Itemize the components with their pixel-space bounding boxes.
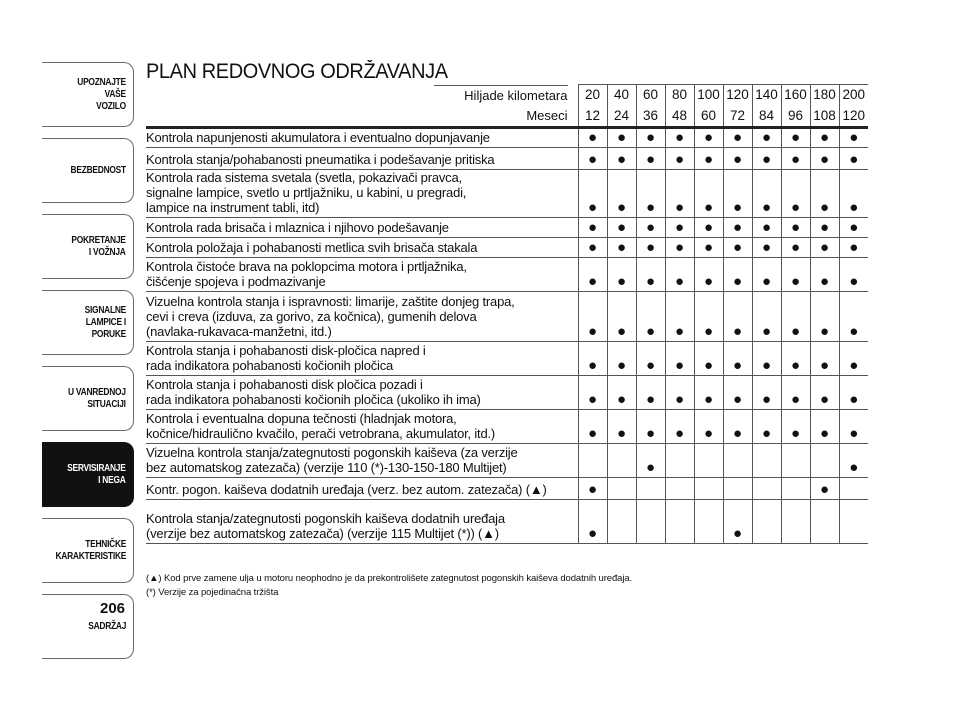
maintenance-plan-table <box>146 84 868 544</box>
interval-mark <box>636 499 665 543</box>
page-title: PLAN REDOVNOG ODRŽAVANJA <box>146 60 448 83</box>
interval-mark: ● <box>839 375 868 409</box>
interval-mark <box>781 499 810 543</box>
table-row <box>146 257 868 291</box>
interval-mark: ● <box>607 341 636 375</box>
interval-mark: ● <box>578 341 607 375</box>
interval-mark: ● <box>723 147 752 169</box>
interval-mark: ● <box>694 341 723 375</box>
km-header-row <box>146 85 868 106</box>
table-row <box>146 477 868 499</box>
interval-mark: ● <box>781 257 810 291</box>
table-row <box>146 499 868 543</box>
interval-mark: ● <box>636 291 665 341</box>
km-label <box>146 85 578 106</box>
table-row <box>146 291 868 341</box>
interval-mark: ● <box>607 217 636 237</box>
table-row <box>146 341 868 375</box>
interval-mark: ● <box>810 217 839 237</box>
interval-mark <box>636 477 665 499</box>
task-description: Kontrola i eventualna dopuna tečnosti (hladnjak motora, kočnice/hidraulično kvačilo, perači vetrobrana, akumulator, itd.) <box>146 409 578 443</box>
interval-mark: ● <box>578 499 607 543</box>
interval-mark: ● <box>665 147 694 169</box>
interval-mark: ● <box>810 169 839 217</box>
chapter-tab-label: TEHNIČKE KARAKTERISTIKE <box>55 538 126 562</box>
months-value: 60 <box>694 106 723 128</box>
km-value: 200 <box>839 85 868 106</box>
interval-mark: ● <box>578 409 607 443</box>
interval-mark: ● <box>810 341 839 375</box>
task-description: Kontr. pogon. kaiševa dodatnih uređaja (verz. bez autom. zatezača) (▲) <box>146 477 578 499</box>
interval-mark: ● <box>607 375 636 409</box>
interval-mark: ● <box>665 409 694 443</box>
months-value: 84 <box>752 106 781 128</box>
km-value: 140 <box>752 85 781 106</box>
interval-mark: ● <box>781 147 810 169</box>
interval-mark: ● <box>665 127 694 147</box>
months-header-row <box>146 106 868 128</box>
interval-mark: ● <box>810 127 839 147</box>
interval-mark: ● <box>752 169 781 217</box>
interval-mark: ● <box>665 217 694 237</box>
chapter-tab[interactable] <box>42 138 134 203</box>
interval-mark <box>607 477 636 499</box>
page-number: 206 <box>100 600 126 617</box>
interval-mark: ● <box>578 217 607 237</box>
months-value: 12 <box>578 106 607 128</box>
task-description: Vizuelna kontrola stanja i ispravnosti: limarije, zaštite donjeg trapa, cevi i creva (izduva, za gorivo, za kočnica), gumenih delova (navlaka-rukavaca-manžetni, itd.) <box>146 291 578 341</box>
km-value: 120 <box>723 85 752 106</box>
interval-mark: ● <box>810 237 839 257</box>
interval-mark <box>781 443 810 477</box>
km-label-text: Hiljade kilometara <box>434 85 567 106</box>
interval-mark: ● <box>694 217 723 237</box>
interval-mark: ● <box>636 169 665 217</box>
interval-mark: ● <box>723 409 752 443</box>
interval-mark: ● <box>810 257 839 291</box>
months-value: 72 <box>723 106 752 128</box>
interval-mark <box>752 477 781 499</box>
interval-mark: ● <box>781 217 810 237</box>
km-value: 60 <box>636 85 665 106</box>
table-row <box>146 375 868 409</box>
interval-mark: ● <box>636 341 665 375</box>
months-value: 96 <box>781 106 810 128</box>
months-value: 108 <box>810 106 839 128</box>
chapter-tab[interactable] <box>42 214 134 279</box>
interval-mark: ● <box>636 409 665 443</box>
interval-mark: ● <box>723 499 752 543</box>
km-value: 20 <box>578 85 607 106</box>
interval-mark <box>665 499 694 543</box>
interval-mark: ● <box>607 409 636 443</box>
months-label <box>146 106 578 128</box>
interval-mark: ● <box>607 291 636 341</box>
interval-mark: ● <box>578 147 607 169</box>
chapter-tab-label: SERVISIRANJE I NEGA <box>67 462 126 486</box>
task-description: Kontrola rada brisača i mlaznica i njihovo podešavanje <box>146 217 578 237</box>
interval-mark: ● <box>694 291 723 341</box>
interval-mark: ● <box>636 217 665 237</box>
interval-mark: ● <box>694 237 723 257</box>
interval-mark: ● <box>607 127 636 147</box>
interval-mark <box>694 477 723 499</box>
interval-mark: ● <box>781 375 810 409</box>
km-value: 80 <box>665 85 694 106</box>
chapter-tab[interactable] <box>42 62 134 127</box>
interval-mark: ● <box>578 375 607 409</box>
interval-mark: ● <box>636 237 665 257</box>
chapter-tab-label: SADRŽAJ <box>88 620 126 632</box>
interval-mark: ● <box>839 257 868 291</box>
interval-mark: ● <box>607 237 636 257</box>
interval-mark <box>723 443 752 477</box>
interval-mark: ● <box>839 217 868 237</box>
task-description: Vizuelna kontrola stanja/zategnutosti pogonskih kaiševa (za verzije bez automatskog zatezača) (verzije 110 (*)-130-150-180 Multijet) <box>146 443 578 477</box>
interval-mark: ● <box>578 477 607 499</box>
interval-mark: ● <box>694 375 723 409</box>
interval-mark: ● <box>636 443 665 477</box>
table-row <box>146 443 868 477</box>
interval-mark: ● <box>839 291 868 341</box>
task-description: Kontrola stanja i pohabanosti disk-pločica napred i rada indikatora pohabanosti kočionih pločica <box>146 341 578 375</box>
interval-mark: ● <box>694 169 723 217</box>
interval-mark: ● <box>839 443 868 477</box>
interval-mark: ● <box>781 169 810 217</box>
months-value: 120 <box>839 106 868 128</box>
chapter-tab[interactable] <box>42 290 134 355</box>
interval-mark: ● <box>839 409 868 443</box>
interval-mark: ● <box>607 169 636 217</box>
interval-mark: ● <box>781 341 810 375</box>
chapter-tab-label: BEZBEDNOST <box>70 164 126 176</box>
months-value: 48 <box>665 106 694 128</box>
interval-mark: ● <box>752 257 781 291</box>
chapter-tab[interactable] <box>42 442 134 507</box>
table-row <box>146 237 868 257</box>
table-row <box>146 169 868 217</box>
interval-mark <box>665 477 694 499</box>
table-row <box>146 147 868 169</box>
interval-mark: ● <box>636 375 665 409</box>
interval-mark: ● <box>810 477 839 499</box>
footnote-triangle: (▲) Kod prve zamene ulja u motoru neophodno je da prekontrolišete zategnutost pogonskih kaiševa dodatnih uređaja. <box>146 573 633 584</box>
interval-mark: ● <box>694 257 723 291</box>
interval-mark: ● <box>810 291 839 341</box>
km-value: 100 <box>694 85 723 106</box>
table-row <box>146 127 868 147</box>
interval-mark: ● <box>723 237 752 257</box>
interval-mark: ● <box>694 147 723 169</box>
interval-mark <box>839 477 868 499</box>
interval-mark: ● <box>665 291 694 341</box>
task-description: Kontrola čistoće brava na poklopcima motora i prtljažnika, čišćenje spojeva i podmazivanje <box>146 257 578 291</box>
interval-mark: ● <box>665 257 694 291</box>
interval-mark: ● <box>752 291 781 341</box>
interval-mark <box>752 443 781 477</box>
chapter-tab[interactable] <box>42 366 134 431</box>
footnotes <box>146 572 632 600</box>
interval-mark: ● <box>636 127 665 147</box>
task-description: Kontrola položaja i pohabanosti metlica svih brisača stakala <box>146 237 578 257</box>
interval-mark: ● <box>578 169 607 217</box>
interval-mark: ● <box>723 257 752 291</box>
interval-mark: ● <box>839 341 868 375</box>
interval-mark: ● <box>723 375 752 409</box>
chapter-tab-label: SIGNALNE LAMPICE I PORUKE <box>84 304 126 340</box>
interval-mark: ● <box>636 257 665 291</box>
months-label-text: Meseci <box>526 107 568 123</box>
interval-mark: ● <box>723 169 752 217</box>
interval-mark: ● <box>752 217 781 237</box>
interval-mark <box>607 499 636 543</box>
interval-mark: ● <box>752 409 781 443</box>
interval-mark: ● <box>810 147 839 169</box>
chapter-tab-label: POKRETANJE I VOŽNJA <box>71 234 126 258</box>
months-value: 36 <box>636 106 665 128</box>
interval-mark: ● <box>781 127 810 147</box>
interval-mark: ● <box>607 257 636 291</box>
interval-mark: ● <box>839 147 868 169</box>
interval-mark: ● <box>636 147 665 169</box>
interval-mark: ● <box>839 127 868 147</box>
interval-mark <box>839 499 868 543</box>
interval-mark: ● <box>752 127 781 147</box>
interval-mark: ● <box>810 409 839 443</box>
interval-mark <box>810 443 839 477</box>
interval-mark: ● <box>752 147 781 169</box>
interval-mark: ● <box>723 127 752 147</box>
footnote-asterisk: (*) Verzije za pojedinačna tržišta <box>146 587 279 598</box>
interval-mark <box>665 443 694 477</box>
interval-mark: ● <box>723 341 752 375</box>
interval-mark: ● <box>694 409 723 443</box>
task-description: Kontrola napunjenosti akumulatora i eventualno dopunjavanje <box>146 127 578 147</box>
interval-mark: ● <box>694 127 723 147</box>
interval-mark: ● <box>578 291 607 341</box>
km-value: 40 <box>607 85 636 106</box>
interval-mark: ● <box>781 237 810 257</box>
interval-mark <box>810 499 839 543</box>
km-value: 180 <box>810 85 839 106</box>
chapter-sidebar <box>42 62 134 670</box>
chapter-tab[interactable] <box>42 518 134 583</box>
interval-mark: ● <box>665 169 694 217</box>
chapter-tab-label: U VANREDNOJ SITUACIJI <box>68 386 126 410</box>
interval-mark: ● <box>839 169 868 217</box>
interval-mark: ● <box>810 375 839 409</box>
interval-mark <box>607 443 636 477</box>
interval-mark: ● <box>665 341 694 375</box>
interval-mark <box>694 443 723 477</box>
task-description: Kontrola rada sistema svetala (svetla, pokazivači pravca, signalne lampice, svetlo u prtljažniku, u kabini, u pregradi, lampice na instrument tabli, itd) <box>146 169 578 217</box>
interval-mark: ● <box>723 291 752 341</box>
interval-mark: ● <box>839 237 868 257</box>
interval-mark: ● <box>752 237 781 257</box>
interval-mark: ● <box>723 217 752 237</box>
interval-mark: ● <box>607 147 636 169</box>
interval-mark <box>752 499 781 543</box>
months-value: 24 <box>607 106 636 128</box>
interval-mark <box>694 499 723 543</box>
interval-mark: ● <box>781 409 810 443</box>
interval-mark: ● <box>578 237 607 257</box>
table-row <box>146 409 868 443</box>
chapter-tab-label: UPOZNAJTE VAŠE VOZILO <box>77 76 126 112</box>
interval-mark: ● <box>752 341 781 375</box>
interval-mark <box>781 477 810 499</box>
interval-mark: ● <box>578 257 607 291</box>
interval-mark: ● <box>665 375 694 409</box>
task-description: Kontrola stanja i pohabanosti disk pločica pozadi i rada indikatora pohabanosti kočionih pločica (ukoliko ih ima) <box>146 375 578 409</box>
interval-mark: ● <box>781 291 810 341</box>
task-description: Kontrola stanja/zategnutosti pogonskih kaiševa dodatnih uređaja (verzije bez automatskog zatezača) (verzije 115 Multijet (*)) (▲) <box>146 499 578 543</box>
task-description: Kontrola stanja/pohabanosti pneumatika i podešavanje pritiska <box>146 147 578 169</box>
table-row <box>146 217 868 237</box>
interval-mark: ● <box>752 375 781 409</box>
interval-mark <box>578 443 607 477</box>
interval-mark <box>723 477 752 499</box>
interval-mark: ● <box>665 237 694 257</box>
km-value: 160 <box>781 85 810 106</box>
interval-mark: ● <box>578 127 607 147</box>
